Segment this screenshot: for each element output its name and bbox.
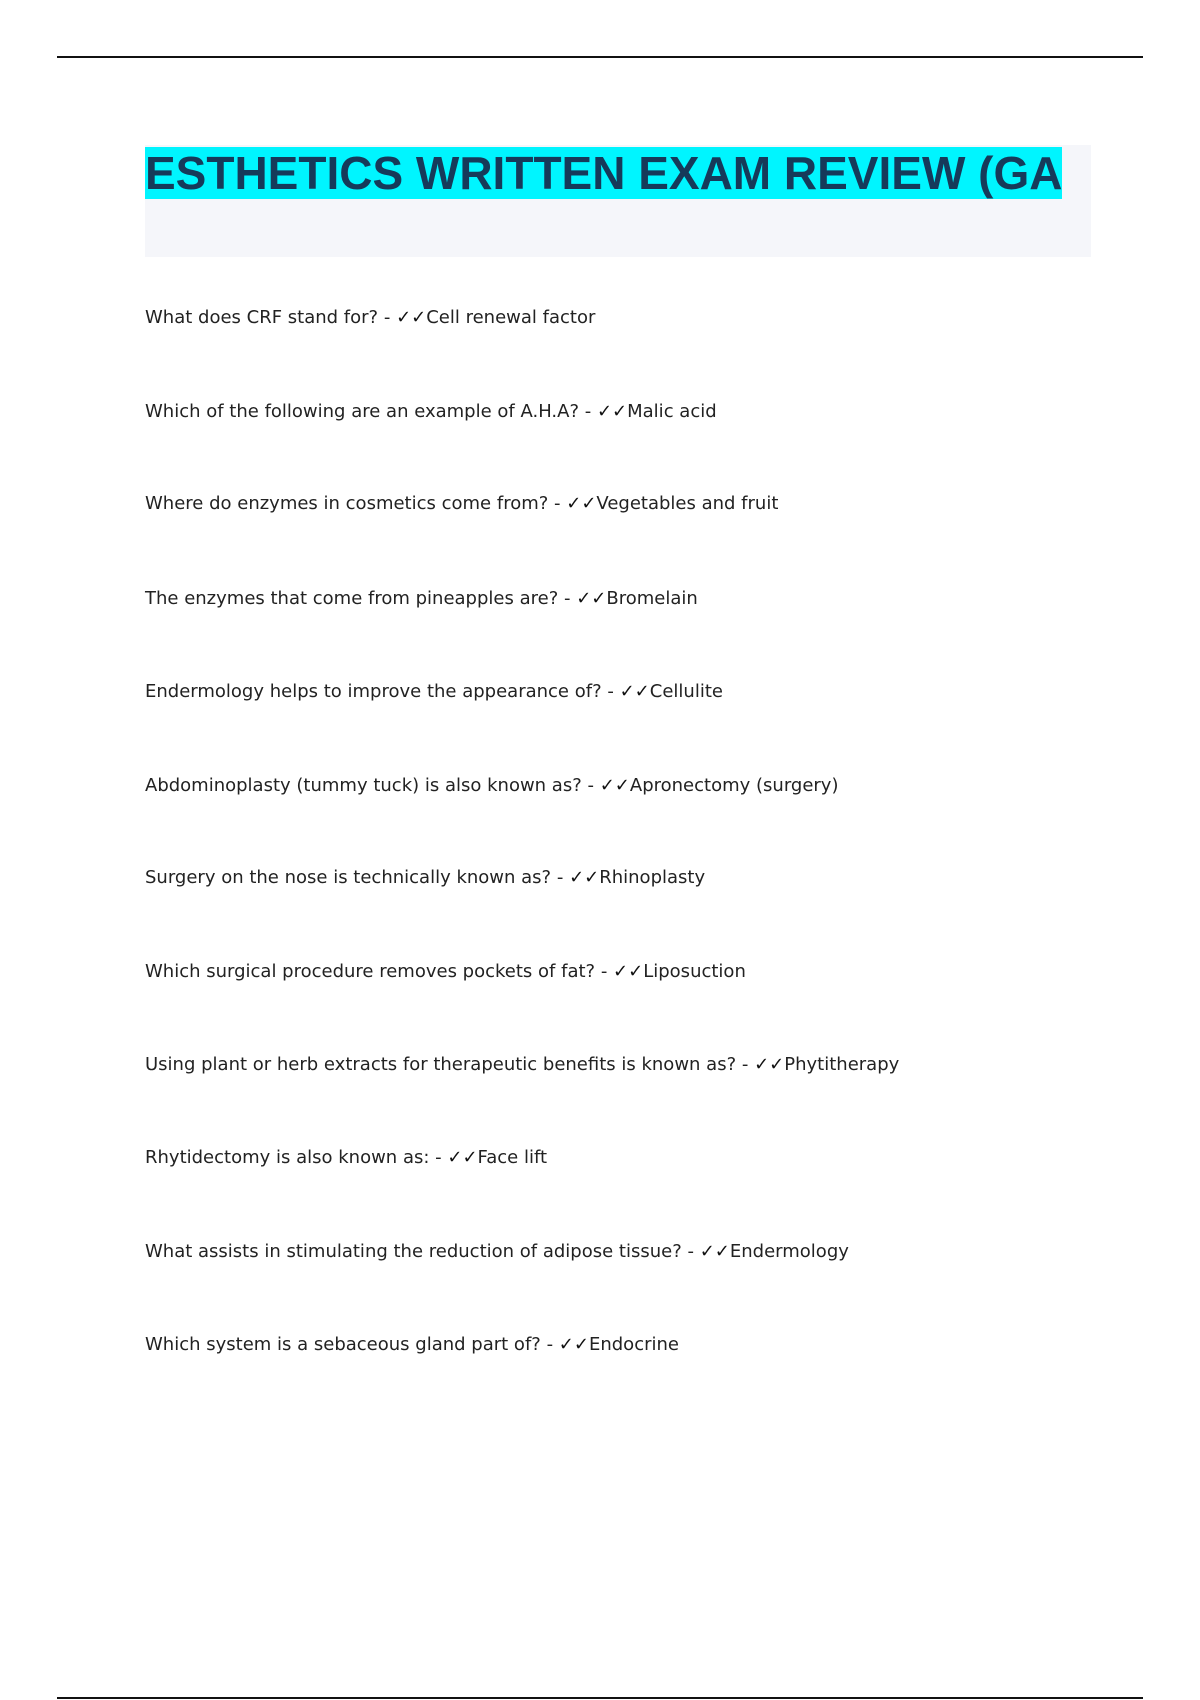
separator: - xyxy=(540,1334,559,1355)
separator: - xyxy=(579,401,597,422)
double-check-icon: ✓✓ xyxy=(569,867,600,888)
separator: - xyxy=(595,961,614,982)
question-list xyxy=(145,301,1105,1422)
double-check-icon: ✓✓ xyxy=(613,961,644,982)
question-text: Where do enzymes in cosmetics come from? xyxy=(145,493,549,514)
answer-text: Cellulite xyxy=(649,681,723,702)
separator: - xyxy=(558,588,577,609)
question-item xyxy=(145,769,1105,861)
question-item xyxy=(145,395,1105,487)
separator: - xyxy=(378,307,397,328)
separator: - xyxy=(601,681,620,702)
answer-text: Apronectomy (surgery) xyxy=(629,775,839,796)
question-item xyxy=(145,1141,1105,1235)
double-check-icon: ✓✓ xyxy=(699,1241,730,1262)
title-block xyxy=(145,145,1091,257)
answer-text: Face lift xyxy=(477,1147,548,1168)
double-check-icon: ✓✓ xyxy=(619,681,650,702)
question-text: What does CRF stand for? xyxy=(145,307,379,328)
question-item xyxy=(145,1235,1105,1328)
double-check-icon: ✓✓ xyxy=(558,1334,589,1355)
separator: - xyxy=(429,1147,448,1168)
question-item xyxy=(145,861,1105,955)
question-text: Which surgical procedure removes pockets of fat? xyxy=(145,961,596,982)
double-check-icon: ✓✓ xyxy=(599,775,630,796)
answer-text: Endermology xyxy=(729,1241,849,1262)
question-item xyxy=(145,1328,1105,1422)
answer-text: Malic acid xyxy=(627,401,717,422)
question-item xyxy=(145,675,1105,769)
separator: - xyxy=(681,1241,700,1262)
answer-text: Phytitherapy xyxy=(784,1054,900,1075)
question-item xyxy=(145,487,1105,582)
question-item xyxy=(145,1048,1105,1141)
question-item xyxy=(145,582,1105,675)
question-text: Rhytidectomy is also known as: xyxy=(145,1147,430,1168)
answer-text: Endocrine xyxy=(588,1334,679,1355)
footer-rule xyxy=(57,1697,1143,1699)
double-check-icon: ✓✓ xyxy=(576,588,607,609)
question-text: Surgery on the nose is technically known as? xyxy=(145,867,552,888)
double-check-icon: ✓✓ xyxy=(566,493,597,514)
separator: - xyxy=(736,1054,755,1075)
question-text: The enzymes that come from pineapples are? xyxy=(145,588,559,609)
answer-text: Cell renewal factor xyxy=(426,307,596,328)
answer-text: Liposuction xyxy=(643,961,746,982)
document-title xyxy=(145,145,1091,202)
question-item xyxy=(145,301,1105,395)
double-check-icon: ✓✓ xyxy=(447,1147,478,1168)
question-text: Endermology helps to improve the appearance of? xyxy=(145,681,602,702)
question-text: Abdominoplasty (tummy tuck) is also known as? xyxy=(145,775,582,796)
answer-text: Rhinoplasty xyxy=(599,867,706,888)
question-text: Which system is a sebaceous gland part of? xyxy=(145,1334,541,1355)
question-text: Using plant or herb extracts for therapeutic benefits is known as? xyxy=(145,1054,737,1075)
double-check-icon: ✓✓ xyxy=(754,1054,785,1075)
title-highlight: ESTHETICS WRITTEN EXAM REVIEW (GA xyxy=(145,147,1063,199)
double-check-icon: ✓✓ xyxy=(396,307,427,328)
question-item xyxy=(145,955,1105,1048)
question-text: What assists in stimulating the reduction of adipose tissue? xyxy=(145,1241,682,1262)
separator: - xyxy=(581,775,600,796)
separator: - xyxy=(551,867,570,888)
answer-text: Vegetables and fruit xyxy=(596,493,779,514)
double-check-icon: ✓✓ xyxy=(596,401,628,422)
header-rule xyxy=(57,56,1143,58)
separator: - xyxy=(548,493,567,514)
question-text: Which of the following are an example of A.H.A? xyxy=(145,401,579,422)
answer-text: Bromelain xyxy=(606,588,698,609)
